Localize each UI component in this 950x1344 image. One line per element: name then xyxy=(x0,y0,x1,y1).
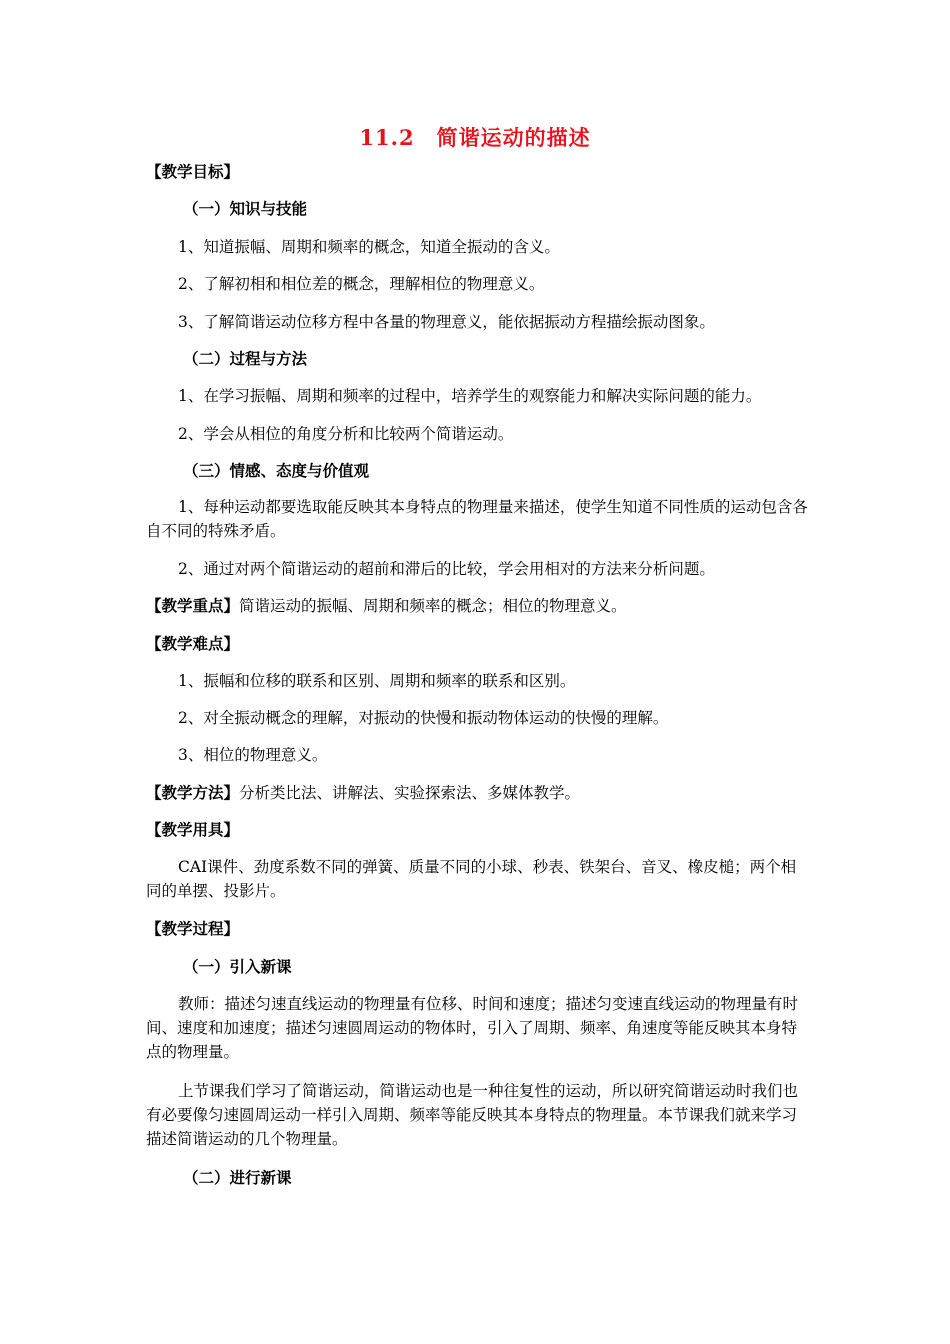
document-title: 11.2 简谐运动的描述 xyxy=(359,125,591,150)
difficulty-item: 1、振幅和位移的联系和区别、周期和频率的联系和区别。 xyxy=(178,672,576,690)
method-heading: 【教学方法】 xyxy=(146,783,240,802)
goals-s2-item: 2、学会从相位的角度分析和比较两个简谐运动。 xyxy=(178,425,514,443)
key-point-heading: 【教学重点】 xyxy=(146,596,240,615)
goals-heading: 【教学目标】 xyxy=(146,162,240,181)
process-sub1: （一）引入新课 xyxy=(183,957,292,976)
goals-s1-item: 1、知道振幅、周期和频率的概念，知道全振动的含义。 xyxy=(178,238,560,256)
goals-sub3: （三）情感、态度与价值观 xyxy=(183,461,370,480)
difficulty-heading: 【教学难点】 xyxy=(146,634,240,653)
goals-s3-item: 1、每种运动都要选取能反映其本身特点的物理量来描述，使学生知道不同性质的运动包含各自不同的特殊矛盾。 xyxy=(146,498,808,540)
difficulty-item: 3、相位的物理意义。 xyxy=(178,746,328,764)
process-paragraph-2: 上节课我们学习了简谐运动，简谐运动也是一种往复性的运动，所以研究简谐运动时我们也有必要像匀速圆周运动一样引入周期、频率等能反映其本身特点的物理量。本节课我们就来学习描述简谐运动的几个物理量。 xyxy=(146,1082,799,1148)
goals-s3-item: 2、通过对两个简谐运动的超前和滞后的比较，学会用相对的方法来分析问题。 xyxy=(178,560,715,578)
process-heading: 【教学过程】 xyxy=(146,919,240,938)
difficulty-item: 2、对全振动概念的理解，对振动的快慢和振动物体运动的快慢的理解。 xyxy=(178,709,669,727)
process-sub2: （二）进行新课 xyxy=(183,1168,292,1187)
method-text: 分析类比法、讲解法、实验探索法、多媒体教学。 xyxy=(239,784,581,802)
tools-heading: 【教学用具】 xyxy=(146,820,240,839)
key-point xyxy=(146,595,810,617)
tools-text: CAI课件、劲度系数不同的弹簧、质量不同的小球、秒表、铁架台、音叉、橡皮槌；两个相同的单摆、投影片。 xyxy=(146,858,797,900)
goals-s1-item: 2、了解初相和相位差的概念，理解相位的物理意义。 xyxy=(178,275,545,293)
goals-s2-item: 1、在学习振幅、周期和频率的过程中，培养学生的观察能力和解决实际问题的能力。 xyxy=(178,387,762,405)
key-point-text: 简谐运动的振幅、周期和频率的概念；相位的物理意义。 xyxy=(239,597,627,615)
method xyxy=(146,782,810,804)
goals-sub1: （一）知识与技能 xyxy=(183,199,308,218)
goals-s1-item: 3、了解简谐运动位移方程中各量的物理意义，能依据振动方程描绘振动图象。 xyxy=(178,313,715,331)
process-paragraph-1: 教师：描述匀速直线运动的物理量有位移、时间和速度；描述匀变速直线运动的物理量有时间、速度和加速度；描述匀速圆周运动的物体时，引入了周期、频率、角速度等能反映其本身特点的物理量。 xyxy=(146,995,799,1061)
goals-sub2: （二）过程与方法 xyxy=(183,349,308,368)
